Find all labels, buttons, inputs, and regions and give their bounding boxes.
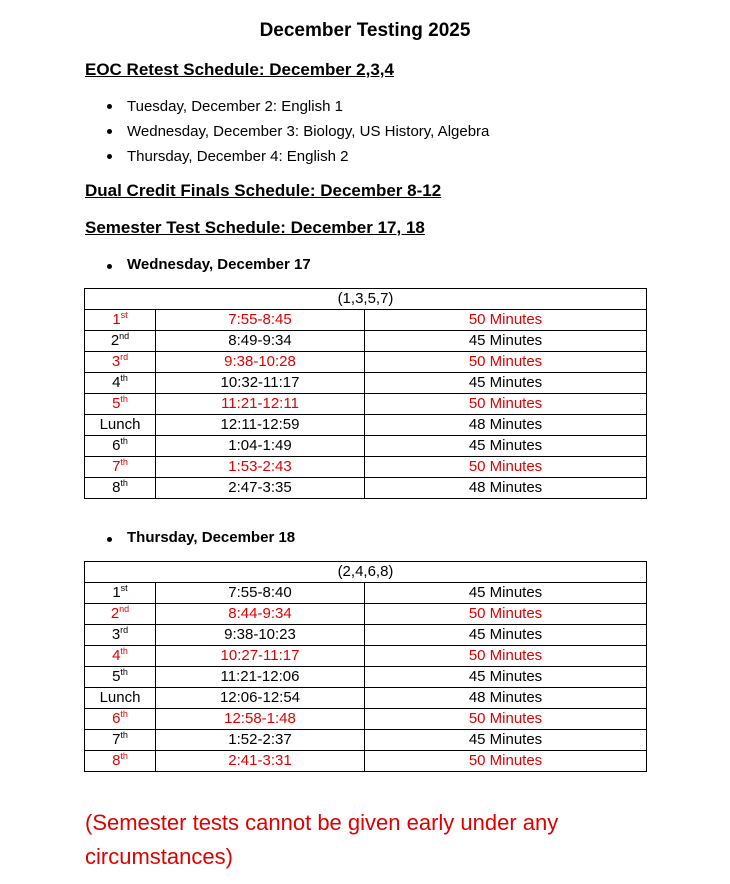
- table-row: [85, 373, 647, 394]
- period-cell: [85, 415, 156, 436]
- table-row: [85, 457, 647, 478]
- period-suffix: nd: [119, 331, 130, 341]
- period-cell: [85, 331, 156, 352]
- duration-cell: 45 Minutes: [365, 331, 647, 352]
- time-cell: 7:55-8:45: [156, 310, 365, 331]
- period-suffix: nd: [119, 604, 130, 614]
- period-cell: [85, 373, 156, 394]
- table-row: [85, 583, 647, 604]
- time-cell: 1:52-2:37: [156, 730, 365, 751]
- time-cell: 2:41-3:31: [156, 751, 365, 772]
- period-cell: [85, 310, 156, 331]
- period-suffix: st: [120, 310, 128, 320]
- duration-cell: 45 Minutes: [365, 373, 647, 394]
- semester-heading: Semester Test Schedule: December 17, 18: [85, 218, 425, 237]
- time-cell: 12:11-12:59: [156, 415, 365, 436]
- period-cell: [85, 709, 156, 730]
- table-row: [85, 415, 647, 436]
- period-number: 7: [112, 731, 121, 748]
- period-suffix: rd: [120, 625, 129, 635]
- time-cell: 1:04-1:49: [156, 436, 365, 457]
- period-number: 3: [111, 626, 121, 643]
- table-row: [85, 436, 647, 457]
- table-row: [85, 688, 647, 709]
- time-cell: 10:27-11:17: [156, 646, 365, 667]
- period-cell: [85, 751, 156, 772]
- duration-cell: 50 Minutes: [365, 457, 647, 478]
- period-number: 2: [110, 332, 120, 349]
- table-row: [85, 625, 647, 646]
- period-number: 6: [112, 710, 121, 727]
- duration-cell: 50 Minutes: [365, 751, 647, 772]
- time-cell: 10:32-11:17: [156, 373, 365, 394]
- period-number: 5: [112, 395, 121, 412]
- period-suffix: th: [120, 394, 128, 404]
- period-number: 4: [112, 647, 121, 664]
- table-row: [85, 646, 647, 667]
- page-title: December Testing 2025: [259, 20, 471, 41]
- table-row: [85, 352, 647, 373]
- table-row: [85, 478, 647, 499]
- period-suffix: th: [120, 730, 128, 740]
- thursday-table: [84, 561, 647, 772]
- period-number: 2: [110, 605, 120, 622]
- period-suffix: th: [120, 751, 128, 761]
- period-suffix: th: [120, 478, 128, 488]
- duration-cell: 50 Minutes: [365, 310, 647, 331]
- list-item: Thursday, December 4: English 2: [105, 144, 489, 169]
- table-row: [85, 751, 647, 772]
- duration-cell: 48 Minutes: [365, 415, 647, 436]
- wednesday-table: [84, 288, 647, 499]
- time-cell: 12:06-12:54: [156, 688, 365, 709]
- period-suffix: th: [120, 667, 128, 677]
- list-item: Tuesday, December 2: English 1: [105, 94, 489, 119]
- duration-cell: 45 Minutes: [365, 667, 647, 688]
- dual-credit-heading: Dual Credit Finals Schedule: December 8-12: [85, 181, 442, 200]
- time-cell: 9:38-10:23: [156, 625, 365, 646]
- period-number: 7: [112, 458, 121, 475]
- list-item: Wednesday, December 3: Biology, US History, Algebra: [105, 119, 489, 144]
- table-row: [85, 394, 647, 415]
- table-row: [85, 604, 647, 625]
- period-number: 6: [112, 437, 121, 454]
- period-number: 1: [112, 584, 121, 601]
- duration-cell: 45 Minutes: [365, 730, 647, 751]
- period-suffix: th: [120, 373, 128, 383]
- time-cell: 12:58-1:48: [156, 709, 365, 730]
- period-cell: [85, 436, 156, 457]
- period-number: 4: [112, 374, 121, 391]
- period-suffix: th: [120, 709, 128, 719]
- duration-cell: 48 Minutes: [365, 688, 647, 709]
- duration-cell: 50 Minutes: [365, 352, 647, 373]
- period-cell: [85, 394, 156, 415]
- periods-header: (2,4,6,8): [85, 562, 647, 583]
- period-cell: [85, 646, 156, 667]
- table-row: [85, 709, 647, 730]
- wednesday-label: Wednesday, December 17: [105, 256, 311, 273]
- thursday-label: Thursday, December 18: [105, 529, 295, 546]
- period-cell: [85, 667, 156, 688]
- period-suffix: rd: [120, 352, 129, 362]
- period-number: 1: [112, 311, 121, 328]
- period-cell: [85, 730, 156, 751]
- period-number: Lunch: [99, 416, 141, 433]
- period-cell: [85, 457, 156, 478]
- duration-cell: 45 Minutes: [365, 583, 647, 604]
- time-cell: 1:53-2:43: [156, 457, 365, 478]
- period-suffix: st: [120, 583, 128, 593]
- time-cell: 9:38-10:28: [156, 352, 365, 373]
- duration-cell: 45 Minutes: [365, 625, 647, 646]
- eoc-heading: EOC Retest Schedule: December 2,3,4: [85, 60, 394, 79]
- period-number: 5: [112, 668, 121, 685]
- period-cell: [85, 352, 156, 373]
- early-testing-note: (Semester tests cannot be given early under any circumstances): [85, 810, 559, 869]
- table-row: [85, 667, 647, 688]
- period-cell: [85, 604, 156, 625]
- period-cell: [85, 625, 156, 646]
- table-row: [85, 310, 647, 331]
- time-cell: 11:21-12:11: [156, 394, 365, 415]
- period-suffix: th: [120, 646, 128, 656]
- period-number: 8: [112, 479, 121, 496]
- period-number: 3: [111, 353, 121, 370]
- period-number: 8: [112, 752, 121, 769]
- time-cell: 11:21-12:06: [156, 667, 365, 688]
- period-number: Lunch: [99, 689, 141, 706]
- period-suffix: th: [120, 436, 128, 446]
- time-cell: 2:47-3:35: [156, 478, 365, 499]
- table-row: [85, 730, 647, 751]
- table-row: [85, 331, 647, 352]
- time-cell: 7:55-8:40: [156, 583, 365, 604]
- period-suffix: th: [120, 457, 128, 467]
- period-cell: [85, 478, 156, 499]
- time-cell: 8:49-9:34: [156, 331, 365, 352]
- duration-cell: 50 Minutes: [365, 604, 647, 625]
- period-cell: [85, 583, 156, 604]
- time-cell: 8:44-9:34: [156, 604, 365, 625]
- duration-cell: 50 Minutes: [365, 394, 647, 415]
- duration-cell: 50 Minutes: [365, 646, 647, 667]
- eoc-list: [105, 94, 489, 169]
- duration-cell: 45 Minutes: [365, 436, 647, 457]
- periods-header: (1,3,5,7): [85, 289, 647, 310]
- duration-cell: 50 Minutes: [365, 709, 647, 730]
- period-cell: [85, 688, 156, 709]
- duration-cell: 48 Minutes: [365, 478, 647, 499]
